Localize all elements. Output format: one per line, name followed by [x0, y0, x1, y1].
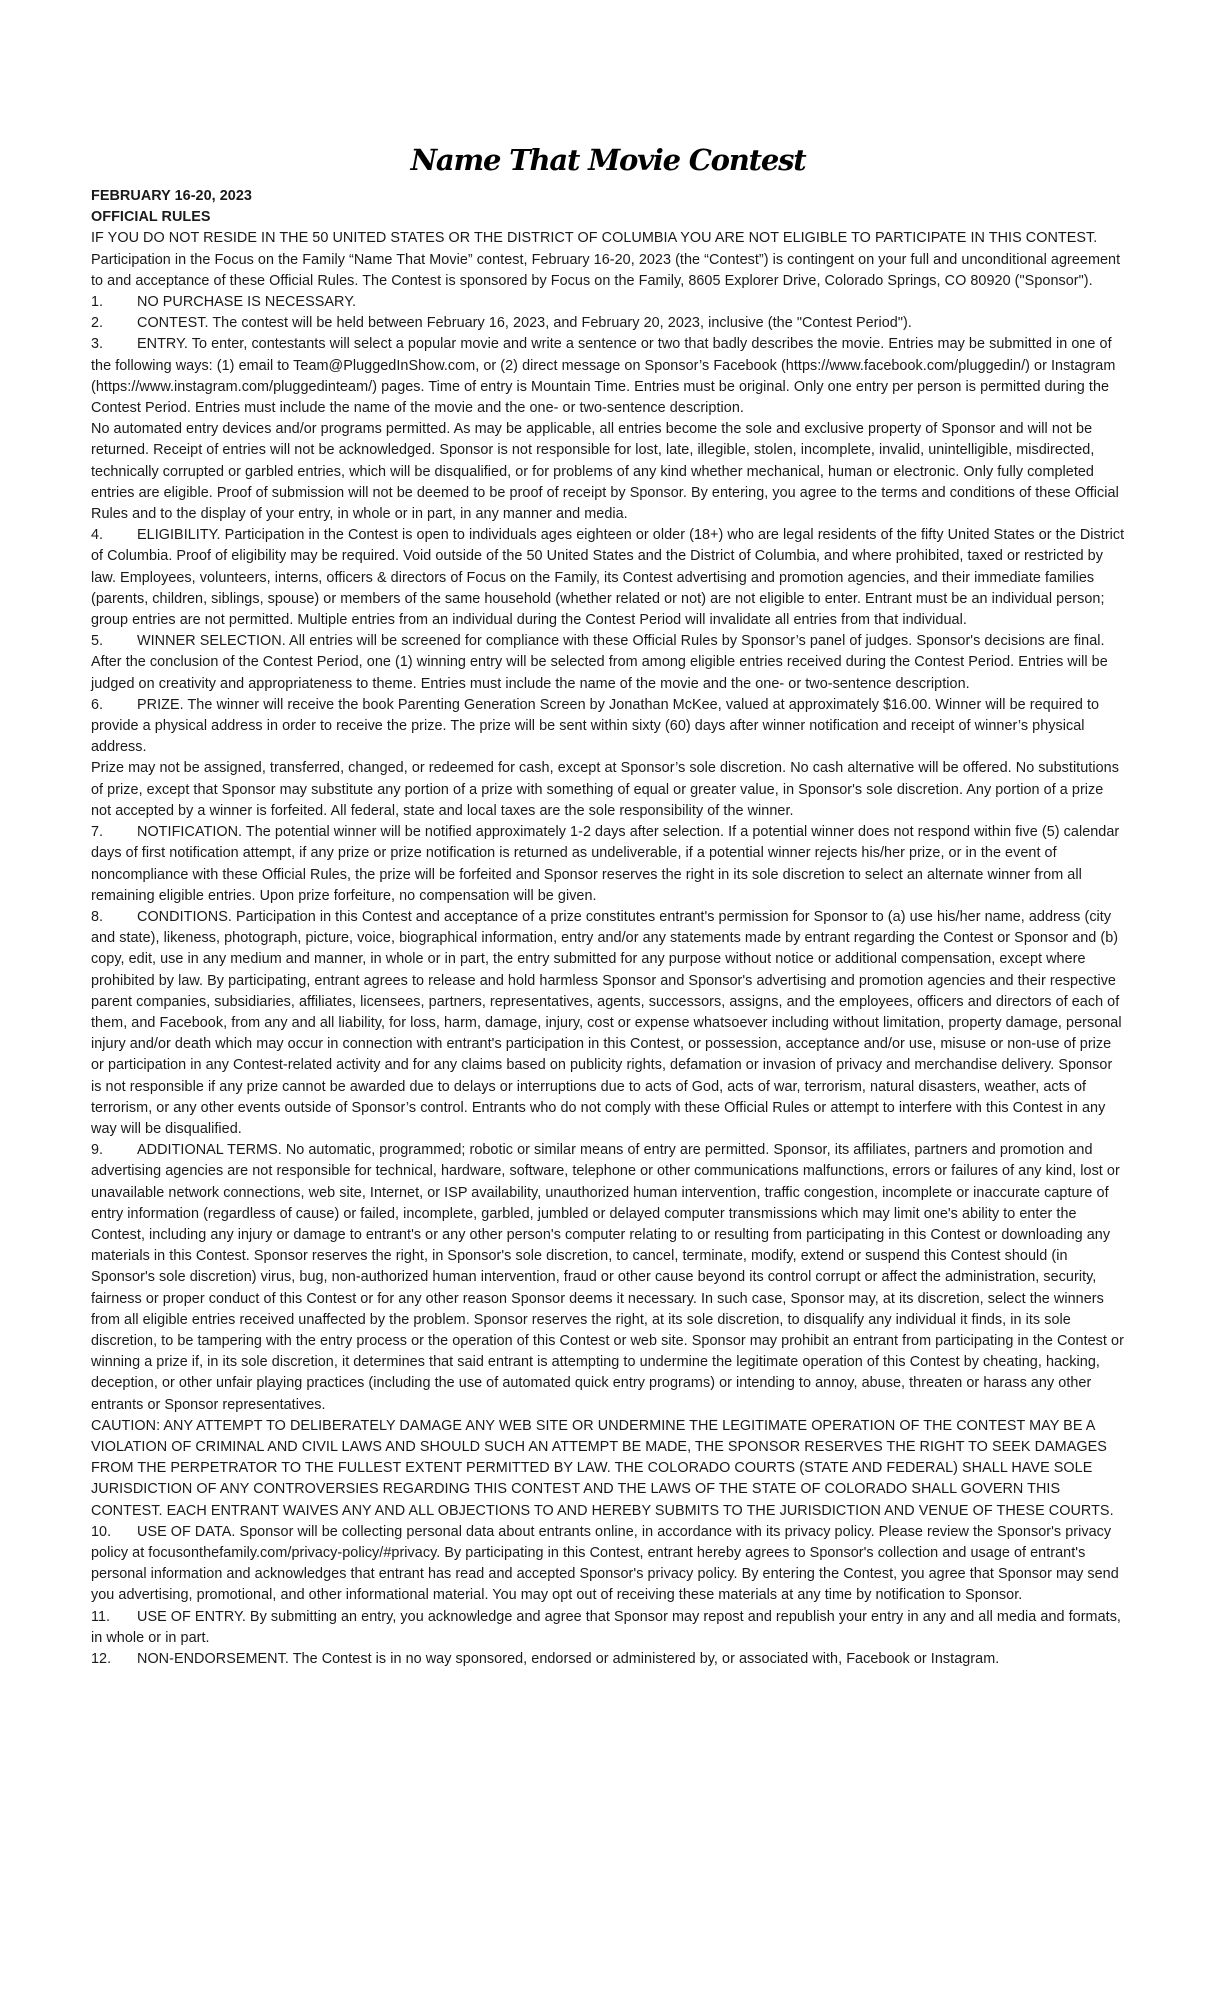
rule-3-continued: No automated entry devices and/or programs permitted. As may be applicable, all entries become the sole and exclusive property of Sponsor and will not be returned. Receipt of entries will not be acknowledged. Sponsor is not responsible for lost, late, illegible, stolen, incomplete, invalid, unintelligible, misdirected, technically corrupted or garbled entries, which will be disqualified, or for problems of any kind whether mechanical, human or electronic. Only fully completed entries are eligible. Proof of submission will not be deemed to be proof of receipt by Sponsor. By entering, you agree to the terms and conditions of these Official Rules and to the display of your entry, in whole or in part, in any manner and media.	[91, 421, 1119, 523]
rule-number: 11.	[91, 1608, 111, 1625]
contest-dates: FEBRUARY 16-20, 2023	[91, 188, 252, 204]
rule-12	[91, 1649, 1125, 1670]
caution-paragraph: CAUTION: ANY ATTEMPT TO DELIBERATELY DAMAGE ANY WEB SITE OR UNDERMINE THE LEGITIMATE OPERATION OF THE CONTEST MAY BE A VIOLATION OF CRIMINAL AND CIVIL LAWS AND SHOULD SUCH AN ATTEMPT BE MADE, THE SPONSOR RESERVES THE RIGHT TO SEEK DAMAGES FROM THE PERPETRATOR TO THE FULLEST EXTENT PERMITTED BY LAW. THE COLORADO COURTS (STATE AND FEDERAL) SHALL HAVE SOLE JURISDICTION OF ANY CONTROVERSIES REGARDING THIS CONTEST AND THE LAWS OF THE STATE OF COLORADO SHALL GOVERN THIS CONTEST. EACH ENTRANT WAIVES ANY AND ALL OBJECTIONS TO AND HEREBY SUBMITS TO THE JURISDICTION AND VENUE OF THESE COURTS.	[91, 1417, 1114, 1519]
page-title: Name That Movie Contest	[410, 143, 806, 177]
rule-11	[91, 1607, 1125, 1649]
rule-text: ELIGIBILITY. Participation in the Contest is open to individuals ages eighteen or older (18+) who are legal residents of the fifty United States or the District of Columbia. Proof of eligibility may be required. Void outside of the 50 United States and the District of Columbia, and where prohibited, taxed or restricted by law. Employees, volunteers, interns, officers & directors of Focus on the Family, its Contest advertising and promotion agencies, and their immediate families (parents, children, siblings, spouse) or members of the same household (whether related or not) are not eligible to enter. Entrant must be an individual person; group entries are not permitted. Multiple entries from an individual during the Contest Period will invalidate all entries from that individual.	[91, 527, 1125, 629]
rule-number: 4.	[91, 527, 104, 544]
rule-7	[91, 822, 1125, 907]
rule-3	[91, 334, 1125, 419]
rule-10	[91, 1522, 1125, 1607]
rule-8	[91, 907, 1125, 1140]
rule-5	[91, 631, 1125, 695]
rule-number: 10.	[91, 1523, 112, 1540]
rule-9	[91, 1140, 1125, 1416]
official-rules-document	[91, 140, 1125, 1670]
rule-text: CONTEST. The contest will be held between February 16, 2023, and February 20, 2023, inclusive (the "Contest Period").	[137, 315, 912, 332]
rule-number: 12.	[91, 1651, 112, 1668]
eligibility-notice: IF YOU DO NOT RESIDE IN THE 50 UNITED STATES OR THE DISTRICT OF COLUMBIA YOU ARE NOT ELIGIBLE TO PARTICIPATE IN THIS CONTEST.	[91, 230, 1098, 247]
rule-number: 7.	[91, 824, 104, 841]
rule-number: 2.	[91, 315, 104, 332]
rule-number: 9.	[91, 1142, 104, 1159]
rule-number: 3.	[91, 336, 104, 353]
rule-number: 1.	[91, 294, 104, 311]
rule-text: NO PURCHASE IS NECESSARY.	[137, 294, 357, 311]
rule-text: CONDITIONS. Participation in this Contest and acceptance of a prize constitutes entrant's permission for Sponsor to (a) use his/her name, address (city and state), likeness, photograph, picture, voice, biographical information, entry and/or any statements made by entrant regarding the Contest or Sponsor and (b) copy, edit, use in any medium and manner, in whole or in part, the entry submitted for any purpose without notice or additional compensation, except where prohibited by law. By participating, entrant agrees to release and hold harmless Sponsor and Sponsor's advertising and promotion agencies and their respective parent companies, subsidiaries, affiliates, licensees, partners, representatives, agents, successors, assigns, and the employees, officers and directors of each of them, and Facebook, from any and all liability, for loss, harm, damage, injury, cost or expense whatsoever including without limitation, property damage, personal injury and/or death which may occur in connection with entrant's participation in this Contest, or possession, acceptance and/or use, misuse or non-use of prize or participation in any Contest-related activity and for any claims based on publicity rights, defamation or invasion of privacy and merchandise delivery. Sponsor is not responsible if any prize cannot be awarded due to delays or interruptions due to acts of God, acts of war, terrorism, natural disasters, weather, acts of terrorism, or any other events outside of Sponsor’s control. Entrants who do not comply with these Official Rules or attempt to interfere with this Contest in any way will be disqualified.	[91, 908, 1122, 1137]
rule-text: NON-ENDORSEMENT. The Contest is in no way sponsored, endorsed or administered by, or associated with, Facebook or Instagram.	[137, 1651, 1000, 1668]
rule-text: USE OF ENTRY. By submitting an entry, you acknowledge and agree that Sponsor may repost and republish your entry in any and all media and formats, in whole or in part.	[91, 1608, 1121, 1646]
rule-number: 5.	[91, 633, 104, 650]
rule-1	[91, 292, 1125, 313]
rule-text: NOTIFICATION. The potential winner will be notified approximately 1-2 days after selection. If a potential winner does not respond within five (5) calendar days of first notification attempt, if any prize or prize notification is returned as undeliverable, if a potential winner rejects his/her prize, or in the event of noncompliance with these Official Rules, the prize will be forfeited and Sponsor reserves the right in its sole discretion to select an alternate winner from all remaining eligible entries. Upon prize forfeiture, no compensation will be given.	[91, 824, 1120, 904]
rule-6	[91, 695, 1125, 759]
rule-text: ADDITIONAL TERMS. No automatic, programmed; robotic or similar means of entry are permitted. Sponsor, its affiliates, partners and promotion and advertising agencies are not responsible for technical, hardware, software, telephone or other communications malfunctions, errors or failures of any kind, lost or unavailable network connections, web site, Internet, or ISP availability, unauthorized human intervention, traffic congestion, incomplete or inaccurate capture of entry information (regardless of cause) or failed, incomplete, garbled, jumbled or delayed computer transmissions which may limit one's ability to enter the Contest, including any injury or damage to entrant's or any other person's computer relating to or resulting from participating in this Contest or downloading any materials in this Contest. Sponsor reserves the right, in Sponsor's sole discretion, to cancel, terminate, modify, extend or suspend this Contest should (in Sponsor's sole discretion) virus, bug, non-authorized human intervention, fraud or other cause beyond its control corrupt or affect the administration, security, fairness or proper conduct of this Contest or for any other reason Sponsor deems it necessary. In such case, Sponsor may, at its discretion, select the winners from all eligible entries received unaffected by the problem. Sponsor reserves the right, at its sole discretion, to disqualify any individual it finds, in its sole discretion, to be tampering with the entry process or the operation of this Contest or web site. Sponsor may prohibit an entrant from participating in the Contest or winning a prize if, in its sole discretion, it determines that said entrant is attempting to undermine the legitimate operation of this Contest by cheating, hacking, deception, or other unfair playing practices (including the use of automated quick entry programs) or intending to annoy, abuse, threaten or harass any other entrants or Sponsor representatives.	[91, 1142, 1124, 1413]
rule-text: ENTRY. To enter, contestants will select a popular movie and write a sentence or two that badly describes the movie. Entries may be submitted in one of the following ways: (1) email to Team@PluggedInShow.com, or (2) direct message on Sponsor’s Facebook (https://www.facebook.com/pluggedin/) or Instagram (https://www.instagram.com/pluggedinteam/) pages. Time of entry is Mountain Time. Entries must be original. Only one entry per person is permitted during the Contest Period. Entries must include the name of the movie and the one- or two-sentence description.	[91, 336, 1116, 417]
rule-number: 6.	[91, 696, 104, 713]
rules-heading: OFFICIAL RULES	[91, 209, 211, 226]
rule-6-continued: Prize may not be assigned, transferred, changed, or redeemed for cash, except at Sponsor’s sole discretion. No cash alternative will be offered. No substitutions of prize, except that Sponsor may substitute any portion of a prize with something of equal or greater value, in Sponsor's sole discretion. Any portion of a prize not accepted by a winner is forfeited. All federal, state and local taxes are the sole responsibility of the winner.	[91, 760, 1119, 819]
rule-4	[91, 525, 1125, 631]
rule-text: WINNER SELECTION. All entries will be screened for compliance with these Official Rules by Sponsor’s panel of judges. Sponsor's decisions are final. After the conclusion of the Contest Period, one (1) winning entry will be selected from among eligible entries received during the Contest Period. Entries will be judged on creativity and appropriateness to theme. Entries must include the name of the movie and the one- or two-sentence description.	[91, 633, 1108, 692]
rule-number: 8.	[91, 908, 104, 925]
rule-2	[91, 313, 1125, 334]
rule-text: PRIZE. The winner will receive the book Parenting Generation Screen by Jonathan McKee, valued at approximately $16.00. Winner will be required to provide a physical address in order to receive the prize. The prize will be sent within sixty (60) days after winner notification and receipt of winner’s physical address.	[91, 696, 1100, 756]
rule-text: USE OF DATA. Sponsor will be collecting personal data about entrants online, in accordance with its privacy policy. Please review the Sponsor's privacy policy at focusonthefamily.com/privacy-policy/#privacy. By participating in this Contest, entrant hereby agrees to Sponsor's collection and usage of entrant's personal information and acknowledges that entrant has read and accepted Sponsor's privacy policy. By entering the Contest, you agree that Sponsor may send you advertising, promotional, and other informational material. You may opt out of receiving these materials at any time by notification to Sponsor.	[91, 1523, 1119, 1604]
intro-paragraph: Participation in the Focus on the Family “Name That Movie” contest, February 16-20, 2023 (the “Contest”) is contingent on your full and unconditional agreement to and acceptance of these Official Rules. The Contest is sponsored by Focus on the Family, 8605 Explorer Drive, Colorado Springs, CO 80920 ("Sponsor").	[91, 251, 1121, 289]
